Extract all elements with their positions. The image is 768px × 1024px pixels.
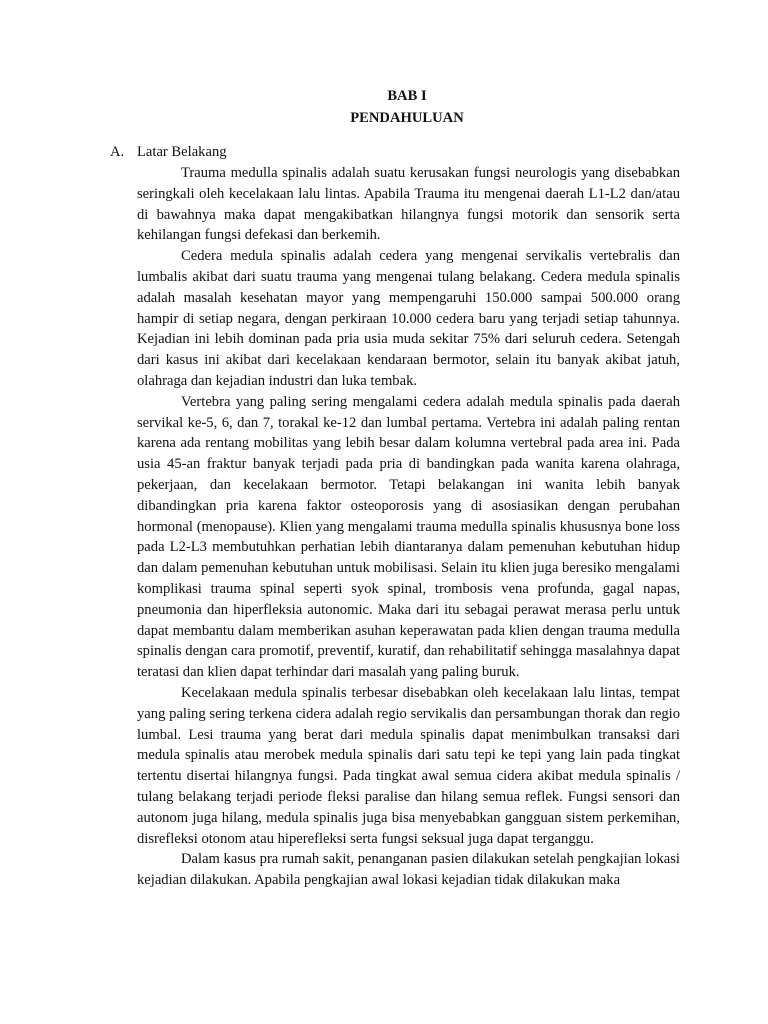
paragraph: Vertebra yang paling sering mengalami cedera adalah medula spinalis pada daerah servikal ke-5, 6, dan 7, torakal ke-12 dan lumbal pertama. Vertebra ini adalah paling rentan karena ada rentang mobilitas yang lebih besar dalam kolumna vertebral pada area ini. Pada usia 45-an fraktur banyak terjadi pada pria di bandingkan pada wanita karena olahraga, pekerjaan, dan kecelakaan bermotor. Tetapi belakangan ini wanita lebih banyak dibandingkan pria karena faktor osteoporosis yang di asosiasikan dengan perubahan hormonal (menopause). Klien yang mengalami trauma medulla spinalis khususnya bone loss pada L2-L3 membutuhkan perhatian lebih diantaranya dalam pemenuhan kebutuhan hidup dan dalam pemenuhan kebutuhan untuk mobilisasi. Selain itu klien juga beresiko mengalami komplikasi trauma spinal seperti syok spinal, trombosis vena profunda, gagal napas, pneumonia dan hiperfleksia autonomic. Maka dari itu sebagai perawat merasa perlu untuk dapat membantu dalam memberikan asuhan keperawatan pada klien dengan trauma medulla spinalis dengan cara promotif, preventif, kuratif, dan rehabilitatif sehingga masalahnya dapat teratasi dan klien dapat terhindar dari masalah yang paling buruk. [137, 393, 680, 681]
paragraph: Kecelakaan medula spinalis terbesar disebabkan oleh kecelakaan lalu lintas, tempat yang paling sering terkena cidera adalah regio servikalis dan persambungan thorak dan regio lumbal. Lesi trauma yang berat dari medula spinalis dapat menimbulkan transaksi dari medula spinalis atau merobek medula spinalis dari satu tepi ke tepi yang lain pada tingkat tertentu disertai hilangnya fungsi. Pada tingkat awal semua cidera akibat medula spinalis / tulang belakang terjadi periode fleksi paralise dan hilang semua reflek. Fungsi sensori dan autonom juga hilang, medula spinalis juga bisa menyebabkan gangguan sistem perkemihan, disrefleksi otonom atau hiperefleksi serta fungsi seksual juga dapat terganggu. [137, 684, 680, 847]
section-marker: A. [110, 144, 125, 160]
section-title: Latar Belakang [137, 144, 227, 160]
chapter-number: BAB I [387, 88, 427, 104]
paragraph: Cedera medula spinalis adalah cedera yang mengenai servikalis vertebralis dan lumbalis akibat dari suatu trauma yang mengenai tulang belakang. Cedera medula spinalis adalah masalah kesehatan mayor yang mempengaruhi 150.000 sampai 500.000 orang hampir di setiap negara, dengan perkiraan 10.000 cedera baru yang terjadi setiap tahunnya. Kejadian ini lebih dominan pada pria usia muda sekitar 75% dari seluruh cedera. Setengah dari kasus ini akibat dari kecelakaan kendaraan bermotor, selain itu banyak akibat jatuh, olahraga dan kejadian industri dan luka tembak. [137, 248, 680, 389]
section-heading [110, 141, 680, 163]
body-text [137, 163, 680, 891]
chapter-title: PENDAHULUAN [350, 110, 464, 126]
paragraph: Dalam kasus pra rumah sakit, penanganan pasien dilakukan setelah pengkajian lokasi kejadian dilakukan. Apabila pengkajian awal lokasi kejadian tidak dilakukan maka [137, 851, 680, 889]
paragraph: Trauma medulla spinalis adalah suatu kerusakan fungsi neurologis yang disebabkan seringkali oleh kecelakaan lalu lintas. Apabila Trauma itu mengenai daerah L1-L2 dan/atau di bawahnya maka dapat mengakibatkan hilangnya fungsi motorik dan sensorik serta kehilangan fungsi defekasi dan berkemih. [137, 165, 680, 244]
